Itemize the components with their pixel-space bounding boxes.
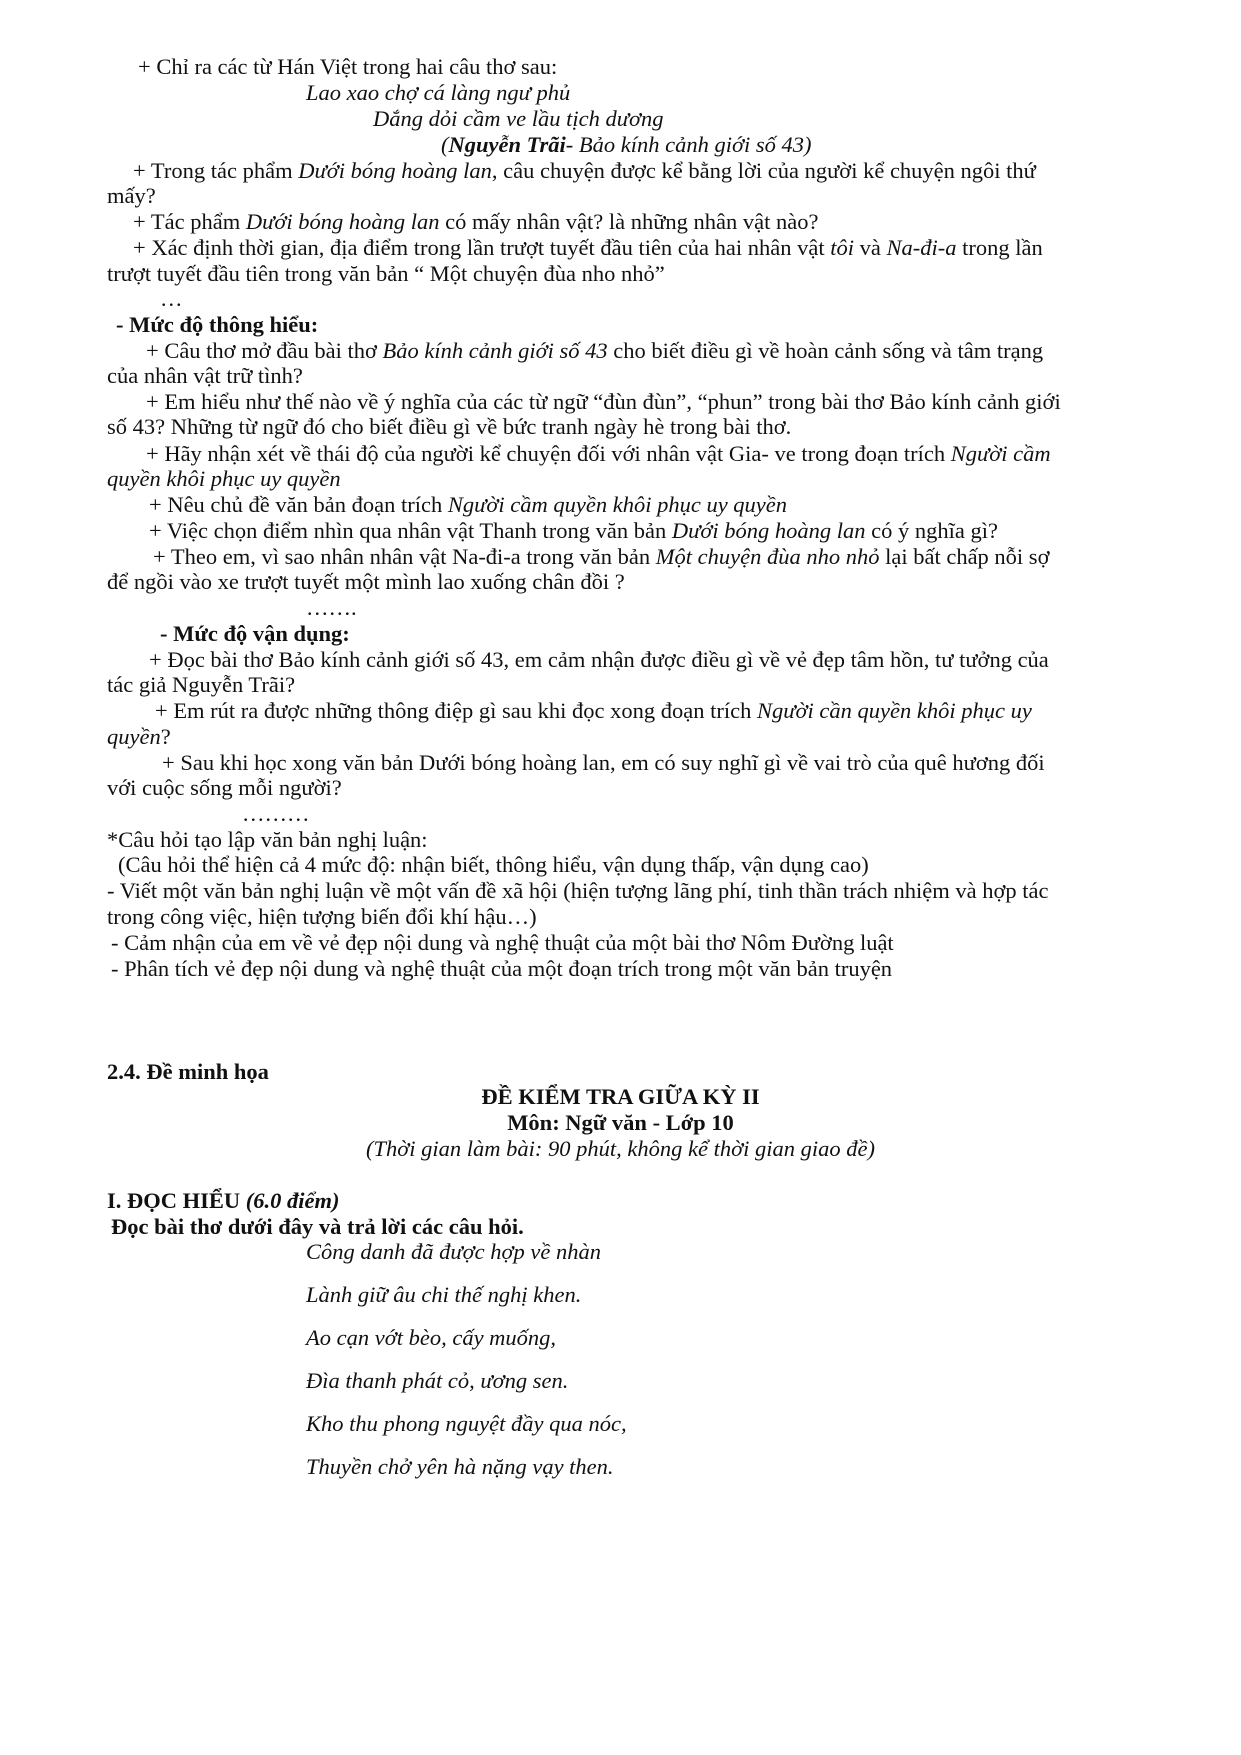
poem-verse: Lao xao chợ cá làng ngư phủ (306, 80, 571, 105)
essay-item: - Viết một văn bản nghị luận về một vấn đề xã hội (hiện tượng lãng phí, tinh thần trách nhiệm và hợp tác (107, 878, 1049, 903)
question-line: + Đọc bài thơ Bảo kính cảnh giới số 43, em cảm nhận được điều gì về vẻ đẹp tâm hồn, tư tưởng của (149, 647, 1049, 672)
question-line: + Em rút ra được những thông điệp gì sau khi đọc xong đoạn trích Người cần quyền khôi phục uy (155, 698, 1032, 723)
poem-line: Công danh đã được hợp về nhàn (306, 1239, 602, 1264)
instruction: Đọc bài thơ dưới đây và trả lời các câu hỏi. (111, 1214, 524, 1239)
essay-item: - Cảm nhận của em về vẻ đẹp nội dung và nghệ thuật của một bài thơ Nôm Đường luật (111, 930, 894, 955)
comprehension-heading: - Mức độ thông hiểu: (116, 312, 319, 337)
question-line: + Việc chọn điểm nhìn qua nhân vật Thanh trong văn bản Dưới bóng hoàng lan có ý nghĩa gì? (149, 518, 999, 543)
essay-heading: *Câu hỏi tạo lập văn bản nghị luận: (107, 827, 428, 852)
essay-note: (Câu hỏi thể hiện cả 4 mức độ: nhận biết, thông hiểu, vận dụng thấp, vận dụng cao) (118, 852, 869, 877)
section-title: 2.4. Đề minh họa (107, 1059, 269, 1084)
exam-subject: Môn: Ngữ văn - Lớp 10 (507, 1110, 734, 1135)
question-line: + Em hiểu như thế nào về ý nghĩa của các từ ngữ “đùn đùn”, “phun” trong bài thơ Bảo kính cảnh giới (146, 389, 1061, 414)
question-line: + Chỉ ra các từ Hán Việt trong hai câu thơ sau: (138, 54, 558, 79)
question-line: + Trong tác phẩm Dưới bóng hoàng lan, câu chuyện được kể bằng lời của người kể chuyện ngôi thứ (133, 158, 1036, 183)
poem-line: Thuyền chở yên hà nặng vạy then. (306, 1454, 614, 1479)
essay-item: - Phân tích vẻ đẹp nội dung và nghệ thuật của một đoạn trích trong một văn bản truyện (111, 956, 893, 981)
question-line: + Xác định thời gian, địa điểm trong lần trượt tuyết đầu tiên của hai nhân vật tôi và Na-đi-a trong lần (133, 235, 1043, 260)
ellipsis: … (160, 286, 183, 311)
question-line: quyền? (107, 724, 171, 749)
exam-time: (Thời gian làm bài: 90 phút, không kể thời gian giao đề) (366, 1136, 875, 1161)
question-line: + Nêu chủ đề văn bản đoạn trích Người cầm quyền khôi phục uy quyền (149, 492, 788, 517)
application-heading: - Mức độ vận dụng: (160, 621, 350, 646)
question-line: quyền khôi phục uy quyền (107, 466, 341, 491)
question-line: số 43? Những từ ngữ đó cho biết điều gì về bức tranh ngày hè trong bài thơ. (107, 414, 792, 439)
question-line: + Câu thơ mở đầu bài thơ Bảo kính cảnh giới số 43 cho biết điều gì về hoàn cảnh sống và tâm trạng (146, 338, 1044, 363)
poem-line: Đìa thanh phát cỏ, ương sen. (306, 1368, 569, 1393)
question-line: mấy? (107, 183, 156, 208)
question-line: + Theo em, vì sao nhân nhân vật Na-đi-a trong văn bản Một chuyện đùa nho nhỏ lại bất chấp nỗi sợ (153, 544, 1050, 569)
poem-line: Kho thu phong nguyệt đầy qua nóc, (306, 1411, 627, 1436)
part-title: I. ĐỌC HIỂU (6.0 điểm) (107, 1188, 340, 1213)
question-line: + Tác phẩm Dưới bóng hoàng lan có mấy nhân vật? là những nhân vật nào? (133, 209, 819, 234)
ellipsis: ……. (306, 595, 357, 620)
essay-item: trong công việc, hiện tượng biến đổi khí hậu…) (107, 904, 537, 929)
poem-verse: Dắng dỏi cầm ve lầu tịch dương (373, 106, 664, 131)
question-line: tác giả Nguyễn Trãi? (107, 672, 296, 697)
poem-line: Ao cạn vớt bèo, cấy muống, (306, 1325, 557, 1350)
exam-title: ĐỀ KIỂM TRA GIỮA KỲ II (481, 1084, 760, 1109)
question-line: với cuộc sống mỗi người? (107, 775, 342, 800)
poem-line: Lành giữ âu chi thế nghị khen. (306, 1282, 582, 1307)
question-line: + Hãy nhận xét về thái độ của người kể chuyện đối với nhân vật Gia- ve trong đoạn trích Người cầm (146, 441, 1051, 466)
question-line: + Sau khi học xong văn bản Dưới bóng hoàng lan, em có suy nghĩ gì về vai trò của quê hương đối (162, 750, 1045, 775)
question-line: để ngồi vào xe trượt tuyết một mình lao xuống chân đồi ? (107, 569, 625, 594)
ellipsis: ……… (242, 801, 310, 826)
question-line: của nhân vật trữ tình? (107, 363, 303, 388)
poem-citation: (Nguyễn Trãi- Bảo kính cảnh giới số 43) (441, 132, 812, 157)
question-line: trượt tuyết đầu tiên trong văn bản “ Một chuyện đùa nho nhỏ” (107, 261, 665, 286)
